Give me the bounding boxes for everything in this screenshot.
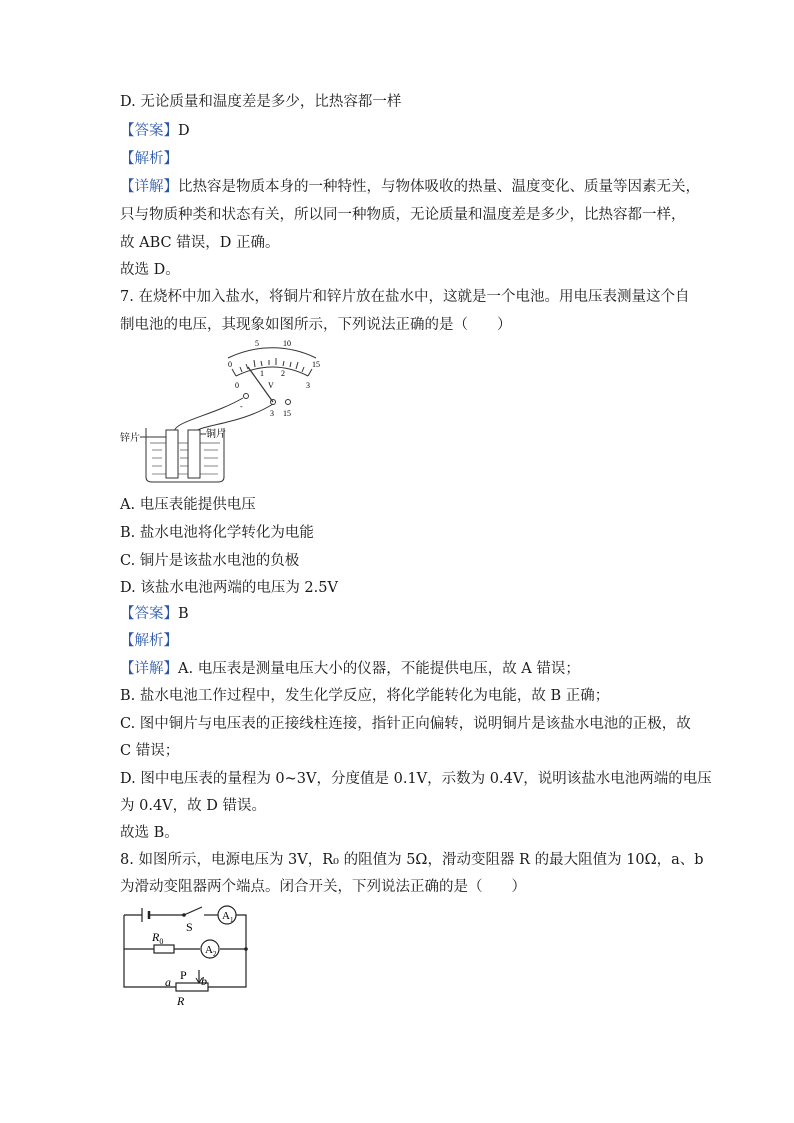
detail-tag: 【详解】 (120, 661, 178, 677)
detail-text: 比热容是物质本身的一种特性，与物体吸收的热量、温度变化、质量等因素无关， (178, 179, 700, 195)
end-a-label: a (165, 975, 171, 989)
copper-plate (188, 430, 200, 478)
detail-7-line-1 (120, 659, 580, 679)
detail-7-line-4: C 错误； (120, 743, 180, 759)
wire-copper (191, 404, 273, 435)
detail-7-line-3: C. 图中铜片与电压表的正接线柱连接，指针正向偏转，说明铜片是该盐水电池的正极，故 (120, 716, 691, 732)
option-a: A. 电压表能提供电压 (120, 497, 256, 513)
conclusion-7: 故选 B。 (120, 825, 179, 841)
water-hatch (152, 450, 218, 474)
detail-line-2: 只与物质种类和状态有关，所以同一种物质，无论质量和温度差是多少，比热容都一样， (120, 207, 686, 223)
tick-top-15: 15 (312, 360, 320, 369)
answer-line-7 (120, 604, 189, 624)
detail-line-1 (120, 177, 700, 197)
question-8-line-1: 8. 如图所示，电源电压为 3V，R₀ 的阻值为 5Ω，滑动变阻器 R 的最大阻值为 10Ω，a、b (120, 852, 704, 868)
terminal-neg-label: - (240, 402, 243, 411)
terminal-15-label: 15 (283, 409, 291, 418)
dial-arc-outer (228, 348, 316, 358)
option-b: B. 盐水电池将化学转化为电能 (120, 525, 314, 541)
zinc-plate (166, 430, 178, 478)
question-8-line-2: 为滑动变阻器两个端点。闭合开关，下列说法正确的是（ ） (120, 879, 526, 895)
terminal-3-label: 3 (270, 409, 274, 418)
zinc-label: 锌片 (120, 433, 140, 444)
rheostat-label: R (177, 994, 185, 1008)
detail-text: A. 电压表是测量电压大小的仪器，不能提供电压，故 A 错误； (178, 661, 580, 677)
resistor-r0-label: $R_0$ (152, 930, 164, 946)
tick-bottom-1: 1 (260, 369, 264, 378)
question-7-line-2: 制电池的电压，其现象如图所示，下列说法正确的是（ ） (120, 317, 512, 333)
option-c: C. 铜片是该盐水电池的负极 (120, 553, 300, 569)
analysis-tag-prev: 【解析】 (120, 151, 178, 167)
answer-value: D (178, 123, 190, 139)
slider-p-label: P (180, 968, 187, 982)
detail-7-line-5: D. 图中电压表的量程为 0~3V，分度值是 0.1V，示数为 0.4V，说明该盐水电池两端的电压 (120, 771, 712, 787)
tick-top-0: 0 (228, 360, 232, 369)
option-d: D. 该盐水电池两端的电压为 2.5V (120, 580, 338, 596)
end-b-label: b (201, 974, 207, 988)
answer-tag: 【答案】 (120, 123, 178, 139)
detail-line-3: 故 ABC 错误，D 正确。 (120, 235, 280, 251)
switch-lever (184, 907, 202, 915)
detail-tag: 【详解】 (120, 179, 178, 195)
ammeter-a2-label: $A_2$ (205, 944, 217, 958)
switch-label: S (186, 920, 193, 934)
copper-label: 铜片 (206, 429, 226, 440)
tick-top-5: 5 (255, 339, 259, 348)
tick-bottom-2: 2 (281, 369, 285, 378)
detail-7-line-6: 为 0.4V，故 D 错误。 (120, 798, 266, 814)
junction-dot (244, 947, 248, 951)
dial-arc (236, 367, 308, 376)
circuit-figure (118, 900, 258, 1012)
voltmeter-battery-figure (118, 336, 328, 486)
detail-7-line-2: B. 盐水电池工作过程中，发生化学反应，将化学能转化为电能，故 B 正确； (120, 688, 610, 704)
conclusion-prev: 故选 D。 (120, 262, 180, 278)
question-7-line-1: 7. 在烧杯中加入盐水，将铜片和锌片放在盐水中，这就是一个电池。用电压表测量这个自 (120, 289, 690, 305)
answer-tag: 【答案】 (120, 606, 178, 622)
tick-bottom-3: 3 (306, 381, 310, 390)
terminal-15 (286, 400, 291, 405)
resistor-r0 (154, 945, 174, 953)
tick-top-10: 10 (283, 339, 291, 348)
meter-unit-label: V (268, 381, 274, 390)
answer-value: B (178, 606, 189, 622)
answer-line-prev (120, 121, 190, 141)
analysis-tag-7: 【解析】 (120, 633, 178, 649)
tick-bottom-0: 0 (235, 381, 239, 390)
terminal-neg (244, 394, 249, 399)
ammeter-a1-label: $A_1$ (222, 910, 234, 924)
option-d-prev: D. 无论质量和温度差是多少，比热容都一样 (120, 94, 402, 110)
